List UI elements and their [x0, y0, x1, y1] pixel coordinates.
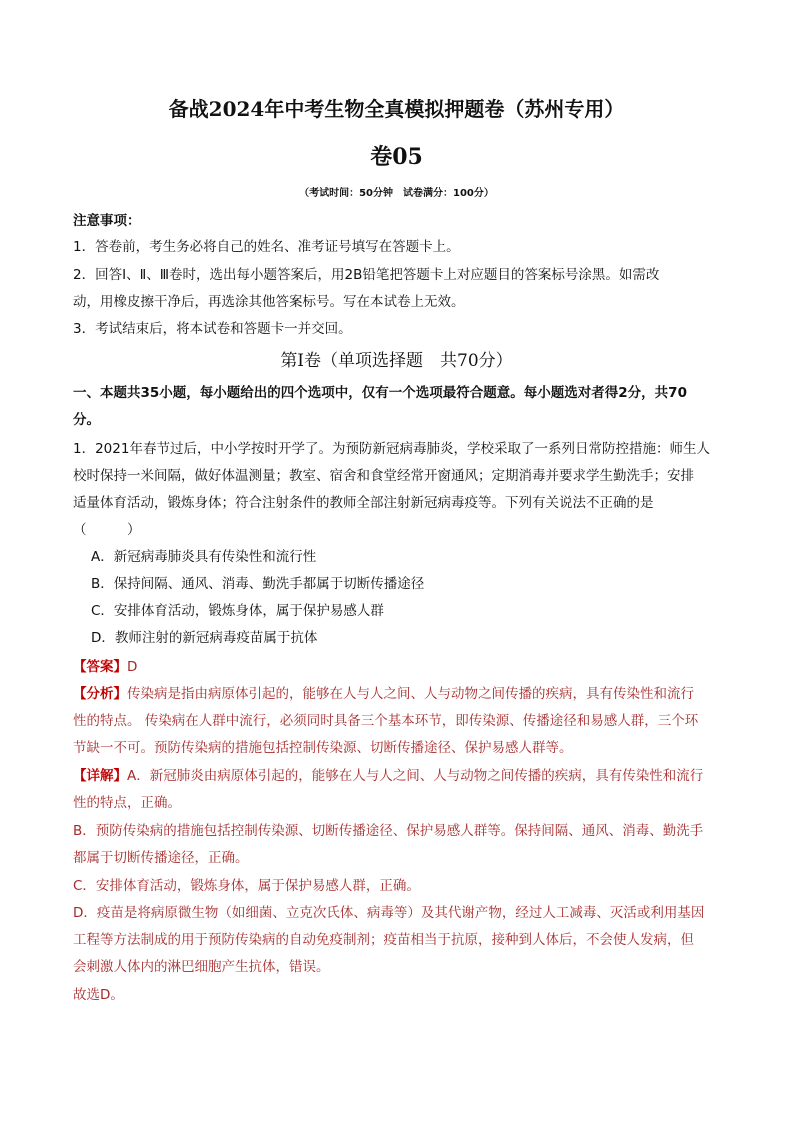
detail-b-line-2: 都属于切断传播途径，正确。 [73, 850, 249, 866]
conclusion: 故选D。 [73, 987, 124, 1003]
note-item-3: 3．考试结束后，将本试卷和答题卡一并交回。 [73, 321, 352, 337]
detail-tag: 【详解】 [73, 768, 127, 784]
answer-tag: 【答案】 [73, 659, 127, 675]
note-item-2-line-1: 2．回答Ⅰ、Ⅱ、Ⅲ卷时，选出每小题答案后，用2B铅笔把答题卡上对应题目的答案标号涂黑。如需改 [73, 267, 660, 283]
question-stem-line-3: 适量体育活动，锻炼身体；符合注射条件的教师全部注射新冠病毒疫等。下列有关说法不正确的是 [73, 495, 654, 511]
detail-c: C．安排体育活动，锻炼身体，属于保护易感人群，正确。 [73, 878, 420, 894]
analysis-tag: 【分析】 [73, 686, 127, 702]
analysis-line-3: 节缺一不可。预防传染病的措施包括控制传染源、切断传播途径、保护易感人群等。 [73, 740, 573, 756]
question-stem-line-1: 1．2021年春节过后，中小学按时开学了。为预防新冠病毒肺炎，学校采取了一系列日常防控措施：师生人 [73, 441, 710, 457]
option-b: B．保持间隔、通风、消毒、勤洗手都属于切断传播途径 [91, 576, 425, 592]
detail-d-line-1: D．疫苗是将病原微生物（如细菌、立克次氏体、病毒等）及其代谢产物，经过人工减毒、灭活或利用基因 [73, 905, 705, 921]
detail-b-line-1: B．预防传染病的措施包括控制传染源、切断传播途径、保护易感人群等。保持间隔、通风、消毒、勤洗手 [73, 823, 704, 839]
detail-d-line-3: 会刺激人体内的淋巴细胞产生抗体，错误。 [73, 959, 330, 975]
notes-heading: 注意事项： [73, 213, 141, 229]
analysis-line-2: 性的特点。 传染病在人群中流行，必须同时具备三个基本环节，即传染源、传播途径和易感人群，三个环 [73, 713, 699, 729]
exam-info: （考试时间：50分钟 试卷满分：100分） [299, 188, 494, 199]
note-item-1: 1．答卷前，考生务必将自己的姓名、准考证号填写在答题卡上。 [73, 239, 460, 255]
answer-value: D [127, 659, 138, 675]
exam-title: 备战2024年中考生物全真模拟押题卷（苏州专用） [168, 97, 625, 121]
option-c: C．安排体育活动，锻炼身体，属于保护易感人群 [91, 603, 384, 619]
section-instruction-line-1: 一、本题共35小题，每小题给出的四个选项中，仅有一个选项最符合题意。每小题选对者得2分，共70 [73, 385, 687, 401]
detail-a-text-1: A．新冠肺炎由病原体引起的，能够在人与人之间、人与动物之间传播的疾病，具有传染性和流行 [127, 768, 704, 784]
answer-blank: （ ） [73, 522, 141, 538]
section-instruction-line-2: 分。 [73, 412, 100, 428]
detail-d-line-2: 工程等方法制成的用于预防传染病的自动免疫制剂；疫苗相当于抗原，接种到人体后，不会使人发病，但 [73, 932, 694, 948]
exam-subtitle: 卷05 [370, 144, 423, 170]
answer-line [73, 658, 723, 676]
detail-a-line-2: 性的特点，正确。 [73, 795, 181, 811]
question-stem-line-2: 校时保持一米间隔，做好体温测量；教室、宿舍和食堂经常开窗通风；定期消毒并要求学生勤洗手；安排 [73, 468, 694, 484]
note-item-2-line-2: 动，用橡皮擦干净后，再选涂其他答案标号。写在本试卷上无效。 [73, 294, 465, 310]
option-d: D．教师注射的新冠病毒疫苗属于抗体 [91, 630, 318, 646]
analysis-line-1 [73, 685, 723, 703]
analysis-text-1: 传染病是指由病原体引起的，能够在人与人之间、人与动物之间传播的疾病，具有传染性和流行 [127, 686, 694, 702]
option-a: A．新冠病毒肺炎具有传染性和流行性 [91, 549, 317, 565]
detail-a-line-1 [73, 767, 723, 785]
section-title: 第Ⅰ卷（单项选择题 共70分） [280, 351, 513, 371]
